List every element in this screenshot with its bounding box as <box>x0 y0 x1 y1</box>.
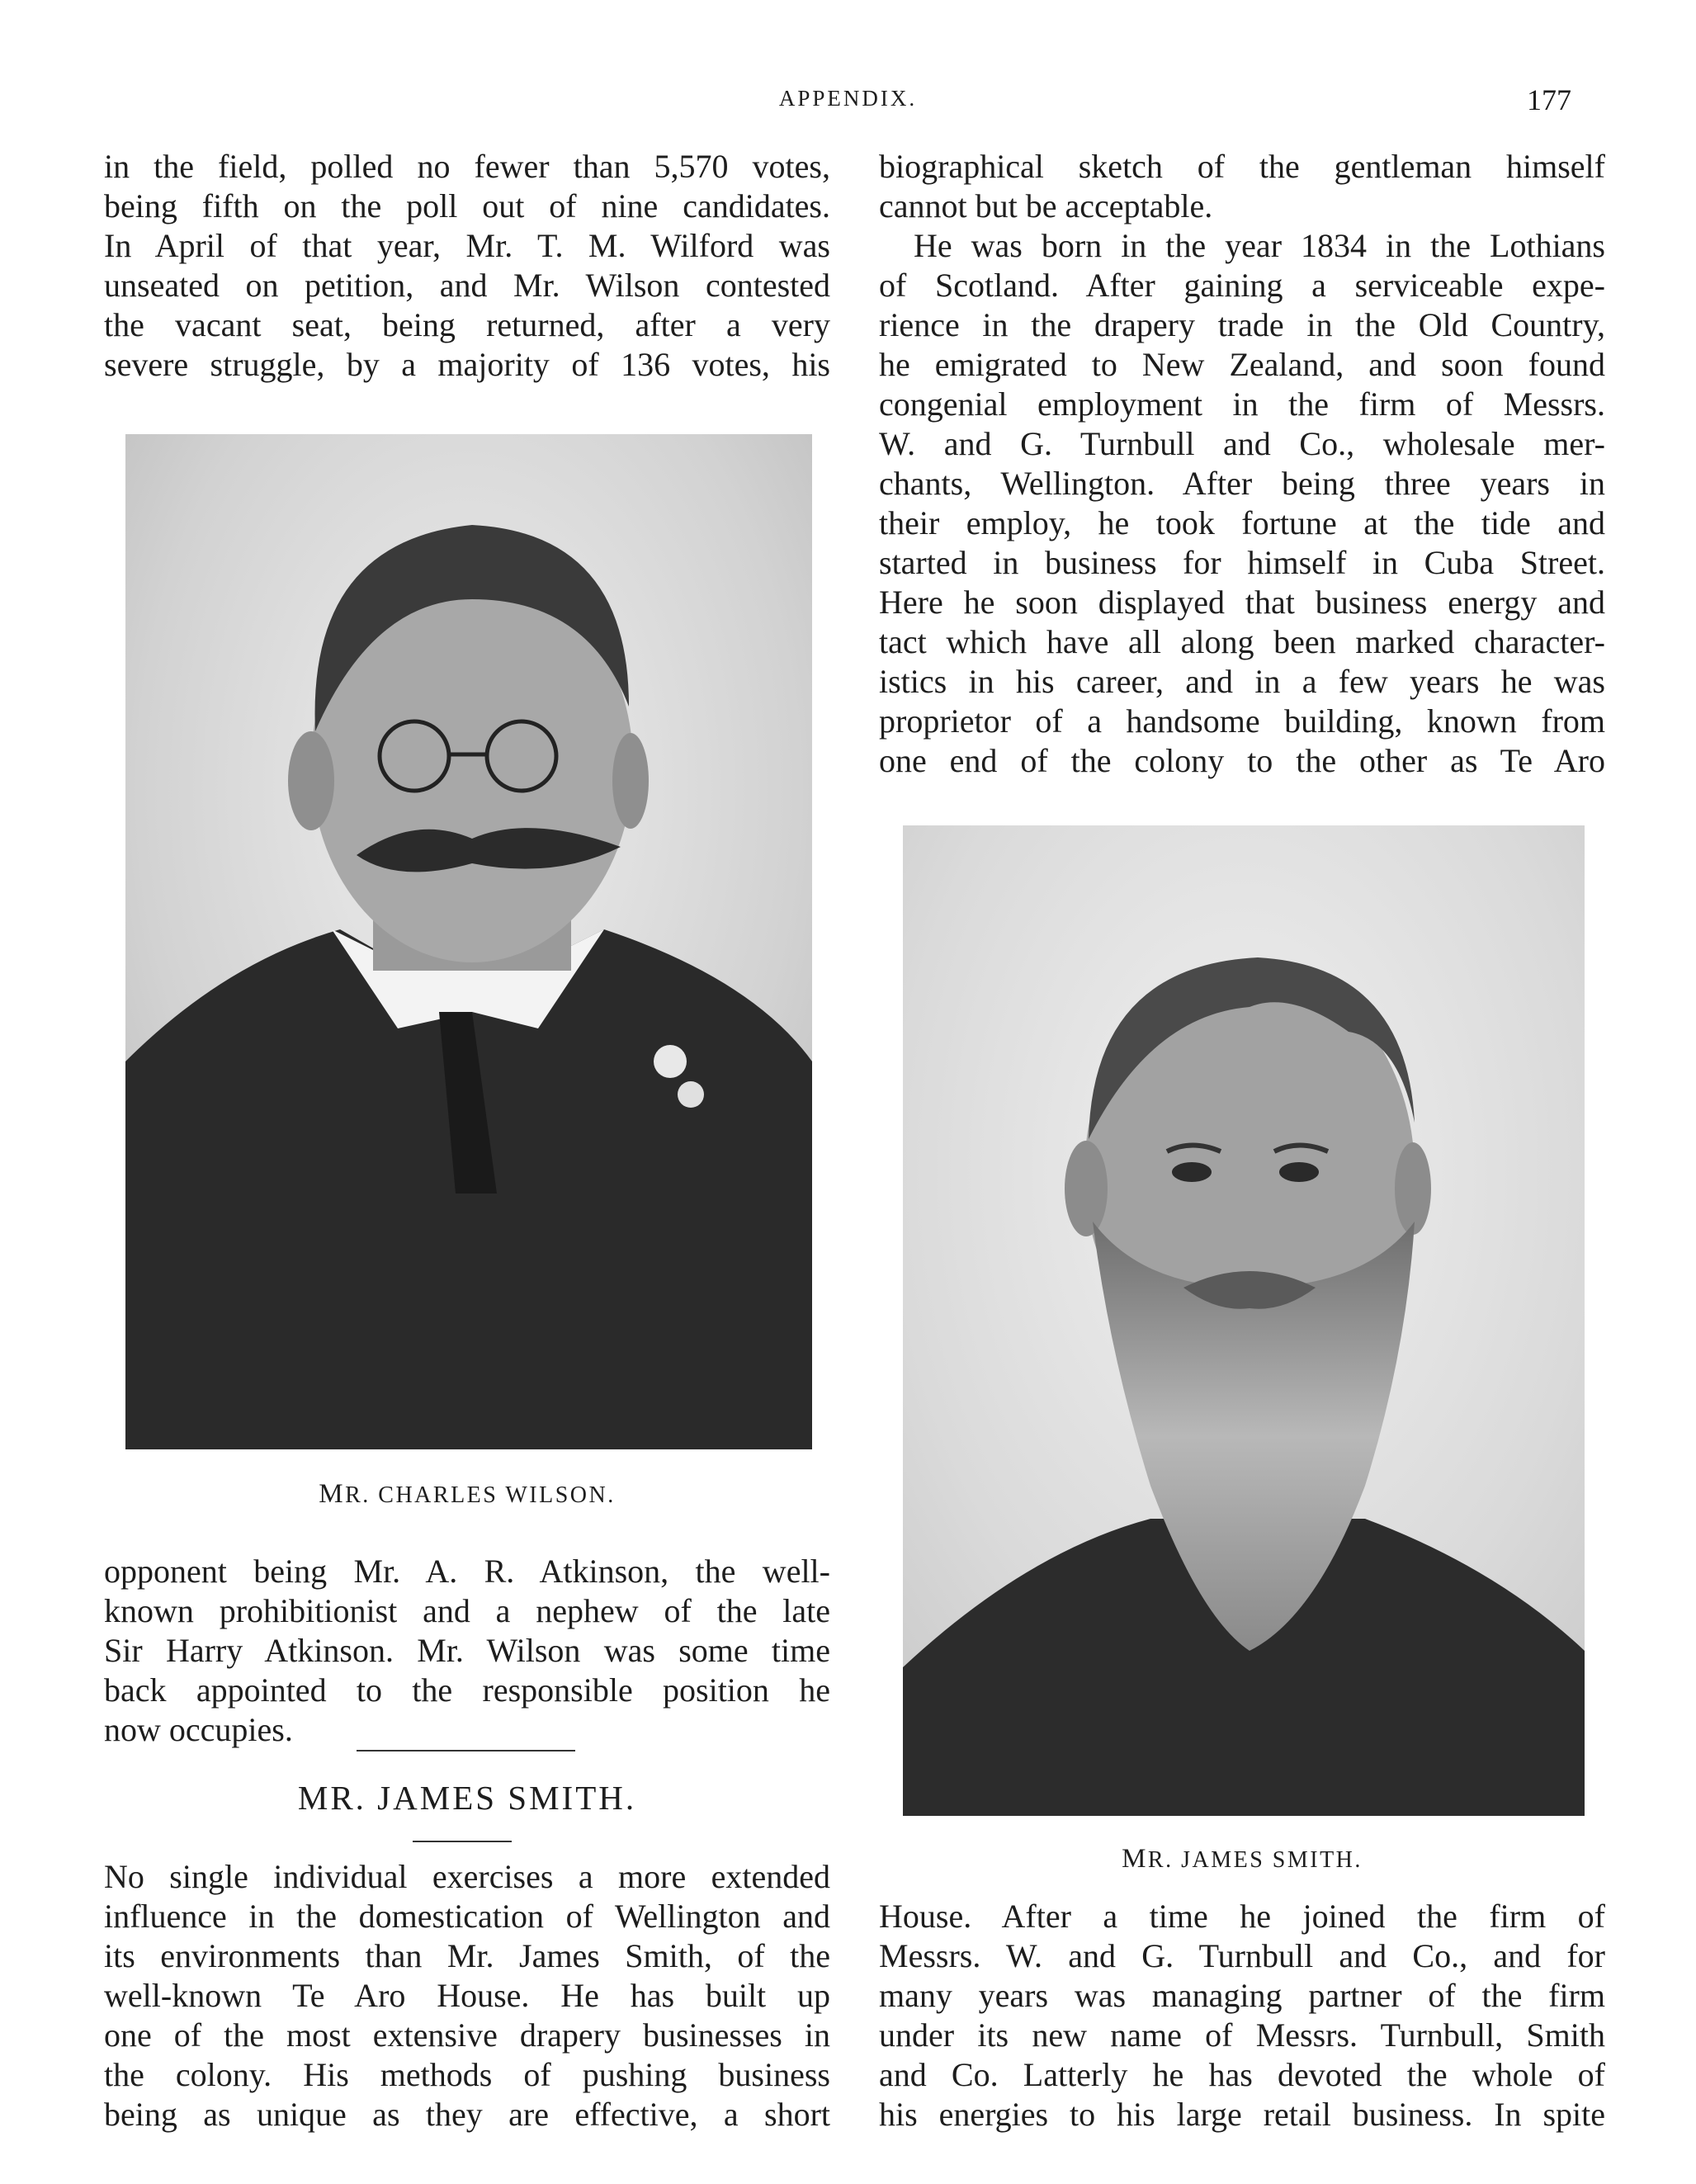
text-line: well-known Te Aro House. He has built up <box>104 1977 830 2014</box>
text-line: being as unique as they are effective, a short <box>104 2096 830 2133</box>
text-line: istics in his career, and in a few years he was <box>879 663 1605 700</box>
text-line: biographical sketch of the gentleman himself <box>879 148 1605 185</box>
text-line: its environments than Mr. James Smith, of the <box>104 1937 830 1974</box>
text-line: under its new name of Messrs. Turnbull, Smith <box>879 2016 1605 2054</box>
portrait-james-smith-illustration <box>903 825 1585 1816</box>
text-line: the vacant seat, being returned, after a very <box>104 306 830 343</box>
text-line: He was born in the year 1834 in the Lothians <box>914 227 1605 264</box>
text-line: in the field, polled no fewer than 5,570 votes, <box>104 148 830 185</box>
left-column-paragraph-3 <box>104 1857 830 2134</box>
text-line: No single individual exercises a more extended <box>104 1858 830 1895</box>
text-line: In April of that year, Mr. T. M. Wilford was <box>104 227 830 264</box>
left-column-paragraph-2 <box>104 1552 830 1750</box>
right-column-paragraph-1 <box>879 147 1605 226</box>
text-line: Sir Harry Atkinson. Mr. Wilson was some time <box>104 1632 830 1669</box>
text-line: back appointed to the responsible position he <box>104 1671 830 1709</box>
text-line: started in business for himself in Cuba Street. <box>879 544 1605 581</box>
caption-charles-wilson: MR. CHARLES WILSON. <box>319 1479 616 1509</box>
text-line: many years was managing partner of the firm <box>879 1977 1605 2014</box>
section-divider-top <box>357 1750 575 1751</box>
text-line: House. After a time he joined the firm of <box>879 1898 1605 1935</box>
text-line: chants, Wellington. After being three years in <box>879 465 1605 502</box>
section-divider-bottom <box>413 1841 512 1842</box>
text-line: rience in the drapery trade in the Old Country, <box>879 306 1605 343</box>
text-line: cannot but be acceptable. <box>879 187 1213 225</box>
running-title: APPENDIX. <box>778 86 918 111</box>
text-line: and Co. Latterly he has devoted the whole of <box>879 2056 1605 2093</box>
text-line: his energies to his large retail business. In spite <box>879 2096 1605 2133</box>
text-line: tact which have all along been marked character- <box>879 623 1605 660</box>
text-line: one end of the colony to the other as Te Aro <box>879 742 1605 779</box>
text-line: he emigrated to New Zealand, and soon found <box>879 346 1605 383</box>
portrait-james-smith <box>903 825 1585 1816</box>
text-line: unseated on petition, and Mr. Wilson contested <box>104 267 830 304</box>
text-line: known prohibitionist and a nephew of the late <box>104 1592 830 1629</box>
caption-james-smith: MR. JAMES SMITH. <box>1122 1844 1363 1874</box>
text-line: now occupies. <box>104 1711 293 1748</box>
text-line: being fifth on the poll out of nine candidates. <box>104 187 830 225</box>
section-heading-james-smith: MR. JAMES SMITH. <box>297 1779 637 1817</box>
text-line: Messrs. W. and G. Turnbull and Co., and for <box>879 1937 1605 1974</box>
text-line: the colony. His methods of pushing business <box>104 2056 830 2093</box>
right-column-paragraph-3 <box>879 1897 1605 2134</box>
portrait-charles-wilson <box>125 434 812 1449</box>
page-number: 177 <box>1527 83 1571 116</box>
text-line: congenial employment in the firm of Messrs. <box>879 385 1605 423</box>
left-column-paragraph-1 <box>104 147 830 385</box>
text-line: W. and G. Turnbull and Co., wholesale mer- <box>879 425 1605 462</box>
text-line: influence in the domestication of Wellington and <box>104 1898 830 1935</box>
text-line: proprietor of a handsome building, known from <box>879 702 1605 740</box>
text-line: severe struggle, by a majority of 136 votes, his <box>104 346 830 383</box>
text-line: of Scotland. After gaining a serviceable expe- <box>879 267 1605 304</box>
right-column-paragraph-2 <box>879 226 1605 781</box>
text-line: one of the most extensive drapery businesses in <box>104 2016 830 2054</box>
text-line: Here he soon displayed that business energy and <box>879 584 1605 621</box>
text-line: their employ, he took fortune at the tide and <box>879 504 1605 541</box>
text-line: opponent being Mr. A. R. Atkinson, the well- <box>104 1553 830 1590</box>
portrait-charles-wilson-illustration <box>125 434 812 1449</box>
